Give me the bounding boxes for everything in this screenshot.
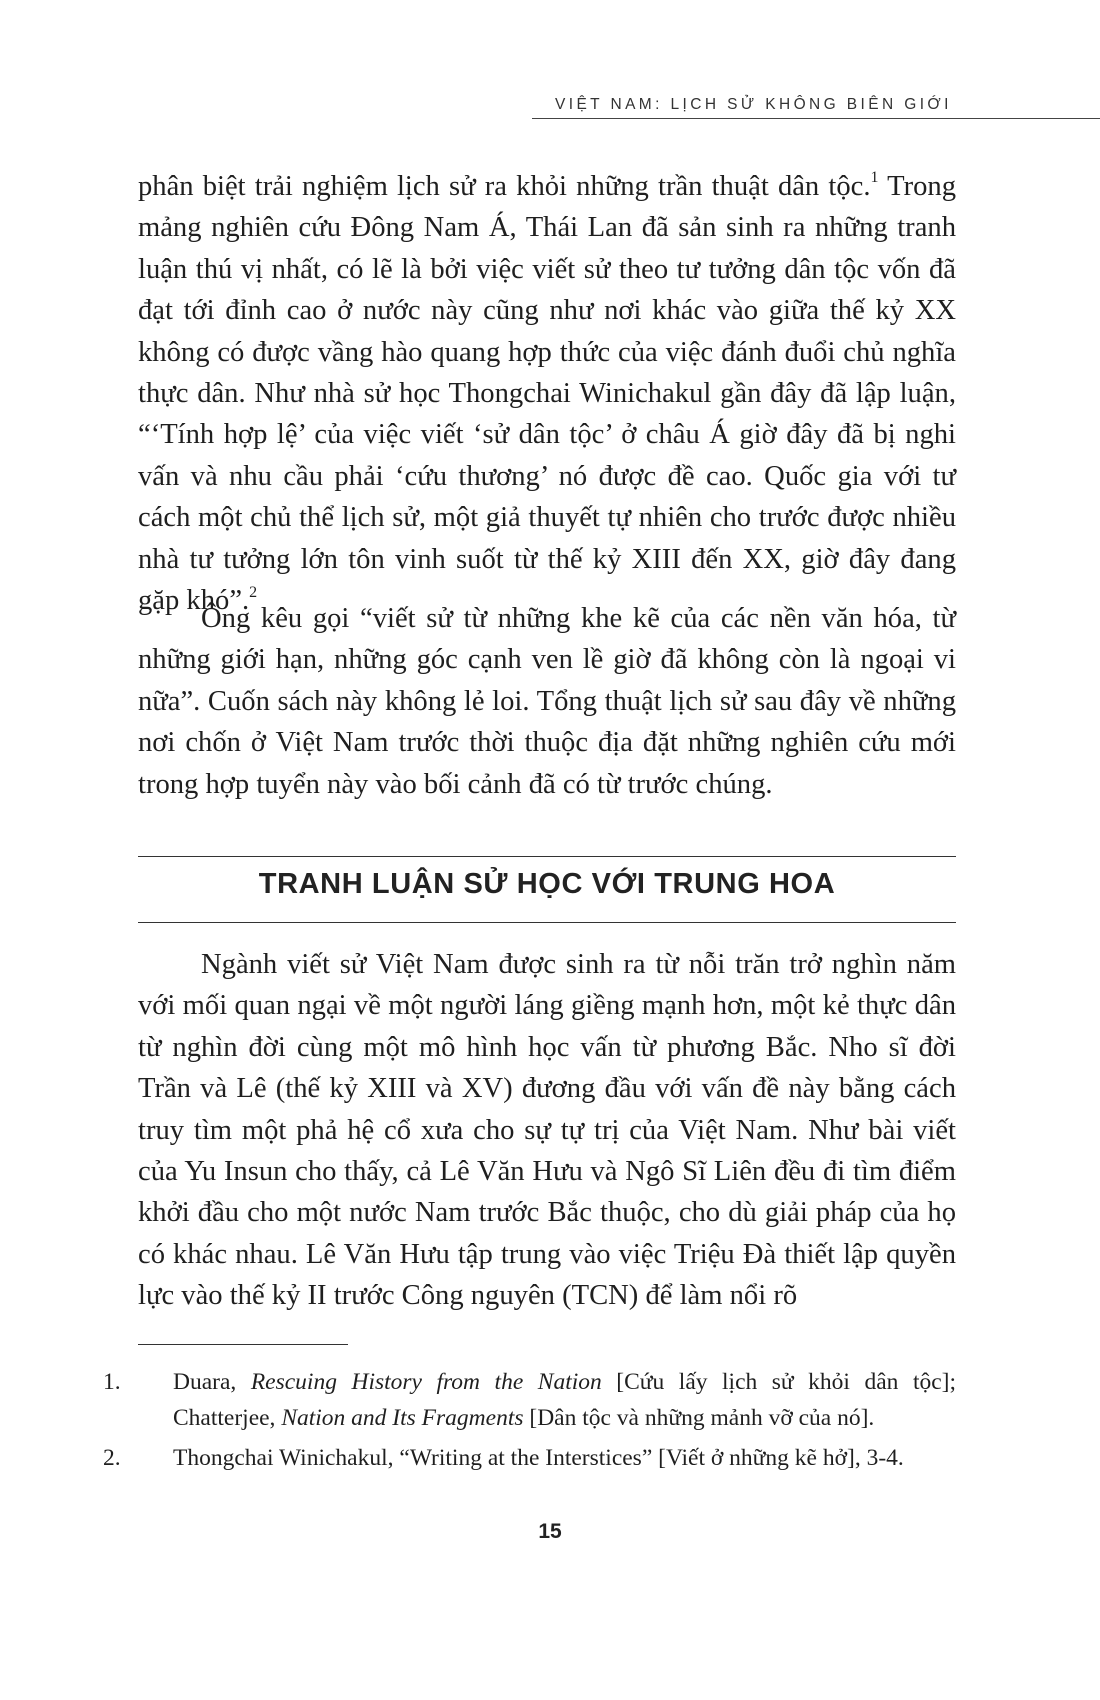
footnote-2-text <box>103 1440 956 1476</box>
section-heading: TRANH LUẬN SỬ HỌC VỚI TRUNG HOA <box>258 868 836 900</box>
footnote-ref-1[interactable]: 1 <box>870 169 879 187</box>
footnote-1-text <box>103 1364 957 1436</box>
footnote-1-post: [Dân tộc và những mảnh vỡ của nó]. <box>523 1405 875 1431</box>
footnote-2-body: Thongchai Winichakul, “Writing at the Interstices” [Viết ở những kẽ hở], 3-4. <box>173 1445 904 1471</box>
footnote-1-title-2: Nation and Its Fragments <box>281 1405 524 1431</box>
paragraph-1-text-a: phân biệt trải nghiệm lịch sử ra khỏi những trần thuật dân tộc. <box>138 171 871 202</box>
footnote-1-title-1: Rescuing History from the Nation <box>250 1369 602 1395</box>
footnote-rule <box>138 1344 348 1345</box>
page-number: 15 <box>538 1520 562 1543</box>
paragraph-2: Ông kêu gọi “viết sử từ những khe kẽ của các nền văn hóa, từ những giới hạn, những góc cạnh ven lề giờ đã không còn là ngoại vi nữa”. Cuốn sách này không lẻ loi. Tổng thuật lịch sử sau đây về những nơi chốn ở Việt Nam trước thời thuộc địa đặt những nghiên cứu mới trong hợp tuyển này vào bối cảnh đã có từ trước chúng. <box>138 603 956 800</box>
paragraph-1 <box>138 166 956 621</box>
running-head: VIỆT NAM: LỊCH SỬ KHÔNG BIÊN GIỚI <box>555 96 952 113</box>
footnote-1-mid: [Cứu lấy lịch sử khỏi dân tộc]; Chatterjee, <box>173 1369 957 1431</box>
footnote-2-number: 2. <box>103 1445 121 1471</box>
footnote-1-number: 1. <box>103 1369 121 1395</box>
paragraph-3: Ngành viết sử Việt Nam được sinh ra từ nỗi trăn trở nghìn năm với mối quan ngại về một người láng giềng mạnh hơn, một kẻ thực dân từ nghìn đời cùng một mô hình học vấn từ phương Bắc. Nho sĩ đời Trần và Lê (thế kỷ XIII và XV) đương đầu với vấn đề này bằng cách truy tìm một phả hệ cổ xưa cho sự tự trị của Việt Nam. Như bài viết của Yu Insun cho thấy, cả Lê Văn Hưu và Ngô Sĩ Liên đều đi tìm điểm khởi đầu cho một nước Nam trước Bắc thuộc, cho dù giải pháp của họ có khác nhau. Lê Văn Hưu tập trung vào việc Triệu Đà thiết lập quyền lực vào thế kỷ II trước Công nguyên (TCN) để làm nổi rõ <box>138 949 956 1312</box>
footnote-1-pre: Duara, <box>173 1369 251 1395</box>
section-rule-top <box>138 856 956 857</box>
footnote-1 <box>103 1364 957 1436</box>
footnote-2 <box>103 1440 956 1476</box>
footnote-ref-2[interactable]: 2 <box>249 583 258 601</box>
paragraph-1-text-b: Trong mảng nghiên cứu Đông Nam Á, Thái Lan đã sản sinh ra những tranh luận thú vị nhất, có lẽ là bởi việc viết sử theo tư tưởng dân tộc vốn đã đạt tới đỉnh cao ở nước này cũng như nơi khác vào giữa thế kỷ XX không có được vầng hào quang hợp thức của việc đánh đuổi chủ nghĩa thực dân. Như nhà sử học Thongchai Winichakul gần đây đã lập luận, “‘Tính hợp lệ’ của việc viết ‘sử dân tộc’ ở châu Á giờ đây đã bị nghi vấn và nhu cầu phải ‘cứu thương’ nó được đề cao. Quốc gia với tư cách một chủ thể lịch sử, một giả thuyết tự nhiên cho trước được nhiều nhà tư tưởng lớn tôn vinh suốt từ thế kỷ XIII đến XX, giờ đây đang gặp khó”. <box>138 171 956 617</box>
section-rule-bottom <box>138 922 956 923</box>
header-rule <box>532 118 1100 119</box>
